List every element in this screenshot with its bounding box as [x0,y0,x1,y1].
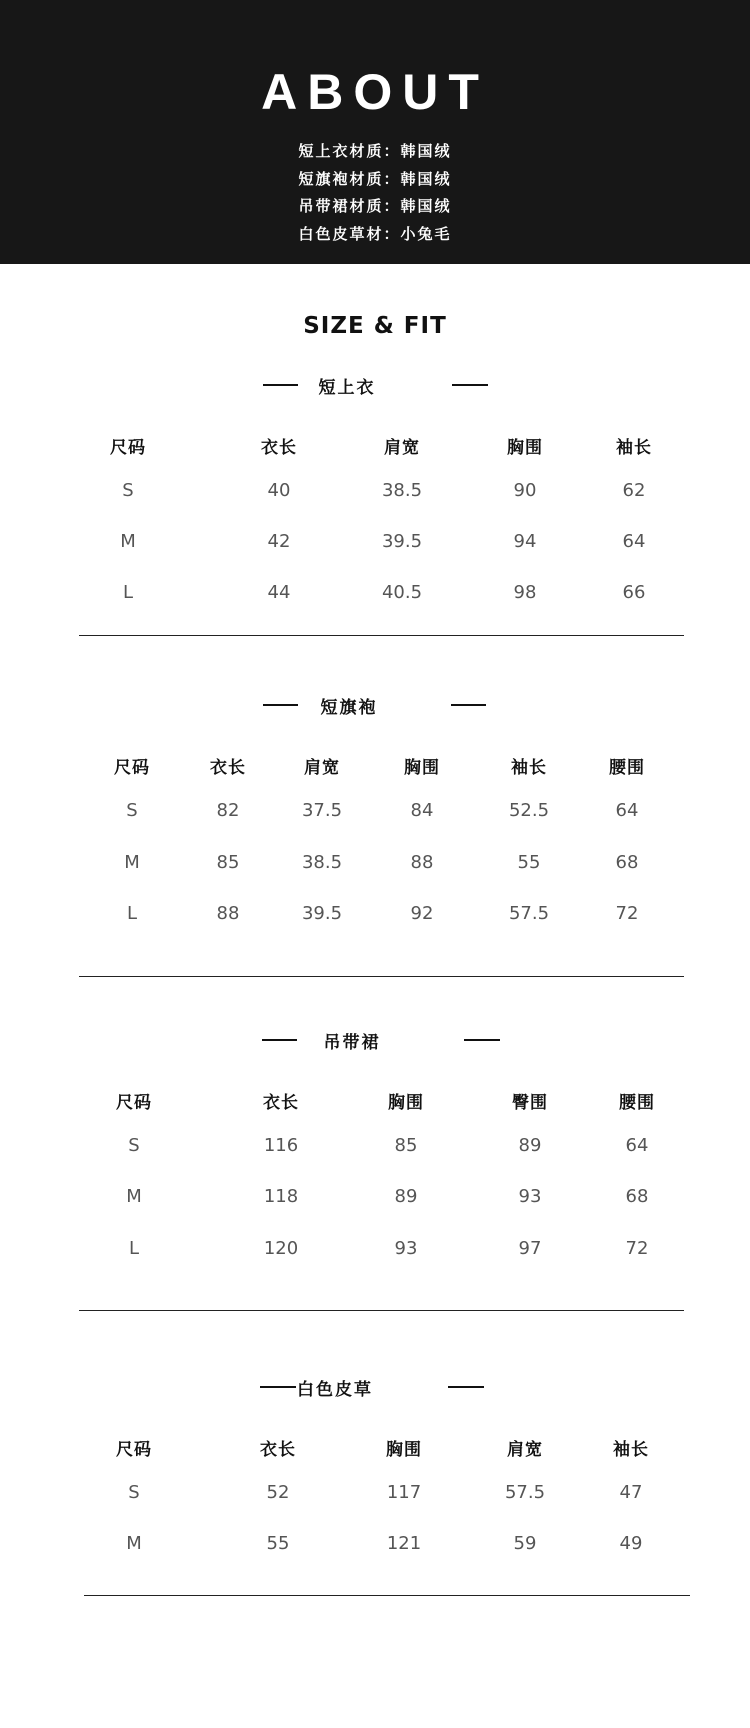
column-header: 肩宽 [384,438,420,458]
table-cell: 49 [619,1533,643,1554]
column-header: 胸围 [386,1440,422,1460]
table-cell: 47 [619,1482,643,1503]
column-header: 尺码 [116,1440,152,1460]
size-label: M [120,531,136,552]
size-label: M [126,1186,142,1207]
column-header: 袖长 [616,438,652,458]
table-cell: 37.5 [301,800,343,821]
column-header: 尺码 [110,438,146,458]
table-cell: 52.5 [508,800,550,821]
table-cell: 64 [615,800,639,821]
size-label: S [122,480,134,501]
size-label: S [128,1135,140,1156]
table-cell: 64 [625,1135,649,1156]
column-header: 衣长 [263,1093,299,1113]
material-line: 白色皮草材：小兔毛 [298,224,452,243]
section-rule [84,1595,690,1596]
table-cell: 72 [615,903,639,924]
divider-dash [263,384,298,386]
divider-dash [263,704,298,706]
material-line: 短上衣材质：韩国绒 [298,142,452,160]
table-cell: 89 [394,1186,418,1207]
about-title: ABOUT [261,64,489,120]
column-header: 衣长 [260,1440,296,1460]
material-line: 吊带裙材质：韩国绒 [298,197,452,215]
section-rule [79,976,684,977]
table-cell: 85 [394,1135,418,1156]
table-cell: 94 [513,531,537,552]
table-cell: 116 [263,1135,299,1156]
table-cell: 68 [615,852,639,873]
column-header: 腰围 [619,1093,655,1113]
table-cell: 118 [263,1186,299,1207]
size-label: L [122,582,134,603]
table-cell: 55 [517,852,541,873]
table-cell: 85 [216,852,240,873]
table-cell: 98 [513,582,537,603]
table-cell: 38.5 [381,480,423,501]
table-cell: 88 [410,852,434,873]
column-header: 袖长 [511,758,547,778]
size-label: M [126,1533,142,1554]
section-title: 白色皮草 [297,1380,373,1400]
table-cell: 68 [625,1186,649,1207]
size-fit-heading: SIZE & FIT [303,313,447,339]
divider-dash [452,384,488,386]
table-cell: 52 [266,1482,290,1503]
size-label: L [128,1238,140,1259]
table-cell: 57.5 [504,1482,546,1503]
column-header: 尺码 [114,758,150,778]
table-cell: 120 [263,1238,299,1259]
table-cell: 42 [267,531,291,552]
size-label: L [126,903,138,924]
divider-dash [464,1039,500,1041]
table-cell: 39.5 [381,531,423,552]
about-banner [0,0,750,264]
table-cell: 117 [386,1482,422,1503]
divider-dash [260,1386,296,1388]
section-rule [79,1310,684,1311]
table-cell: 97 [518,1238,542,1259]
table-cell: 121 [386,1533,422,1554]
column-header: 袖长 [613,1440,649,1460]
divider-dash [262,1039,297,1041]
table-cell: 55 [266,1533,290,1554]
column-header: 胸围 [388,1093,424,1113]
column-header: 臀围 [512,1093,548,1113]
table-cell: 40 [267,480,291,501]
material-line: 短旗袍材质：韩国绒 [298,169,452,188]
column-header: 胸围 [507,438,543,458]
column-header: 衣长 [210,758,246,778]
table-cell: 64 [622,531,646,552]
column-header: 肩宽 [507,1440,543,1460]
column-header: 衣长 [261,438,297,458]
table-cell: 62 [622,480,646,501]
column-header: 肩宽 [304,758,340,778]
table-cell: 57.5 [508,903,550,924]
table-cell: 89 [518,1135,542,1156]
size-label: S [126,800,138,821]
size-label: M [124,852,140,873]
column-header: 腰围 [609,758,645,778]
table-cell: 92 [410,903,434,924]
table-cell: 44 [267,582,291,603]
section-title: 短旗袍 [320,698,378,718]
table-cell: 38.5 [301,852,343,873]
section-rule [79,635,684,636]
table-cell: 72 [625,1238,649,1259]
table-cell: 84 [410,800,434,821]
table-cell: 93 [518,1186,542,1207]
divider-dash [448,1386,484,1388]
table-cell: 82 [216,800,240,821]
table-cell: 59 [513,1533,537,1554]
column-header: 胸围 [404,758,440,778]
table-cell: 40.5 [381,582,423,603]
table-cell: 66 [622,582,646,603]
column-header: 尺码 [116,1093,152,1113]
table-cell: 88 [216,903,240,924]
divider-dash [451,704,486,706]
table-cell: 93 [394,1238,418,1259]
section-title: 短上衣 [318,378,376,398]
section-title: 吊带裙 [323,1033,381,1053]
table-cell: 90 [513,480,537,501]
table-cell: 39.5 [301,903,343,924]
size-label: S [128,1482,140,1503]
materials-list [0,138,750,248]
